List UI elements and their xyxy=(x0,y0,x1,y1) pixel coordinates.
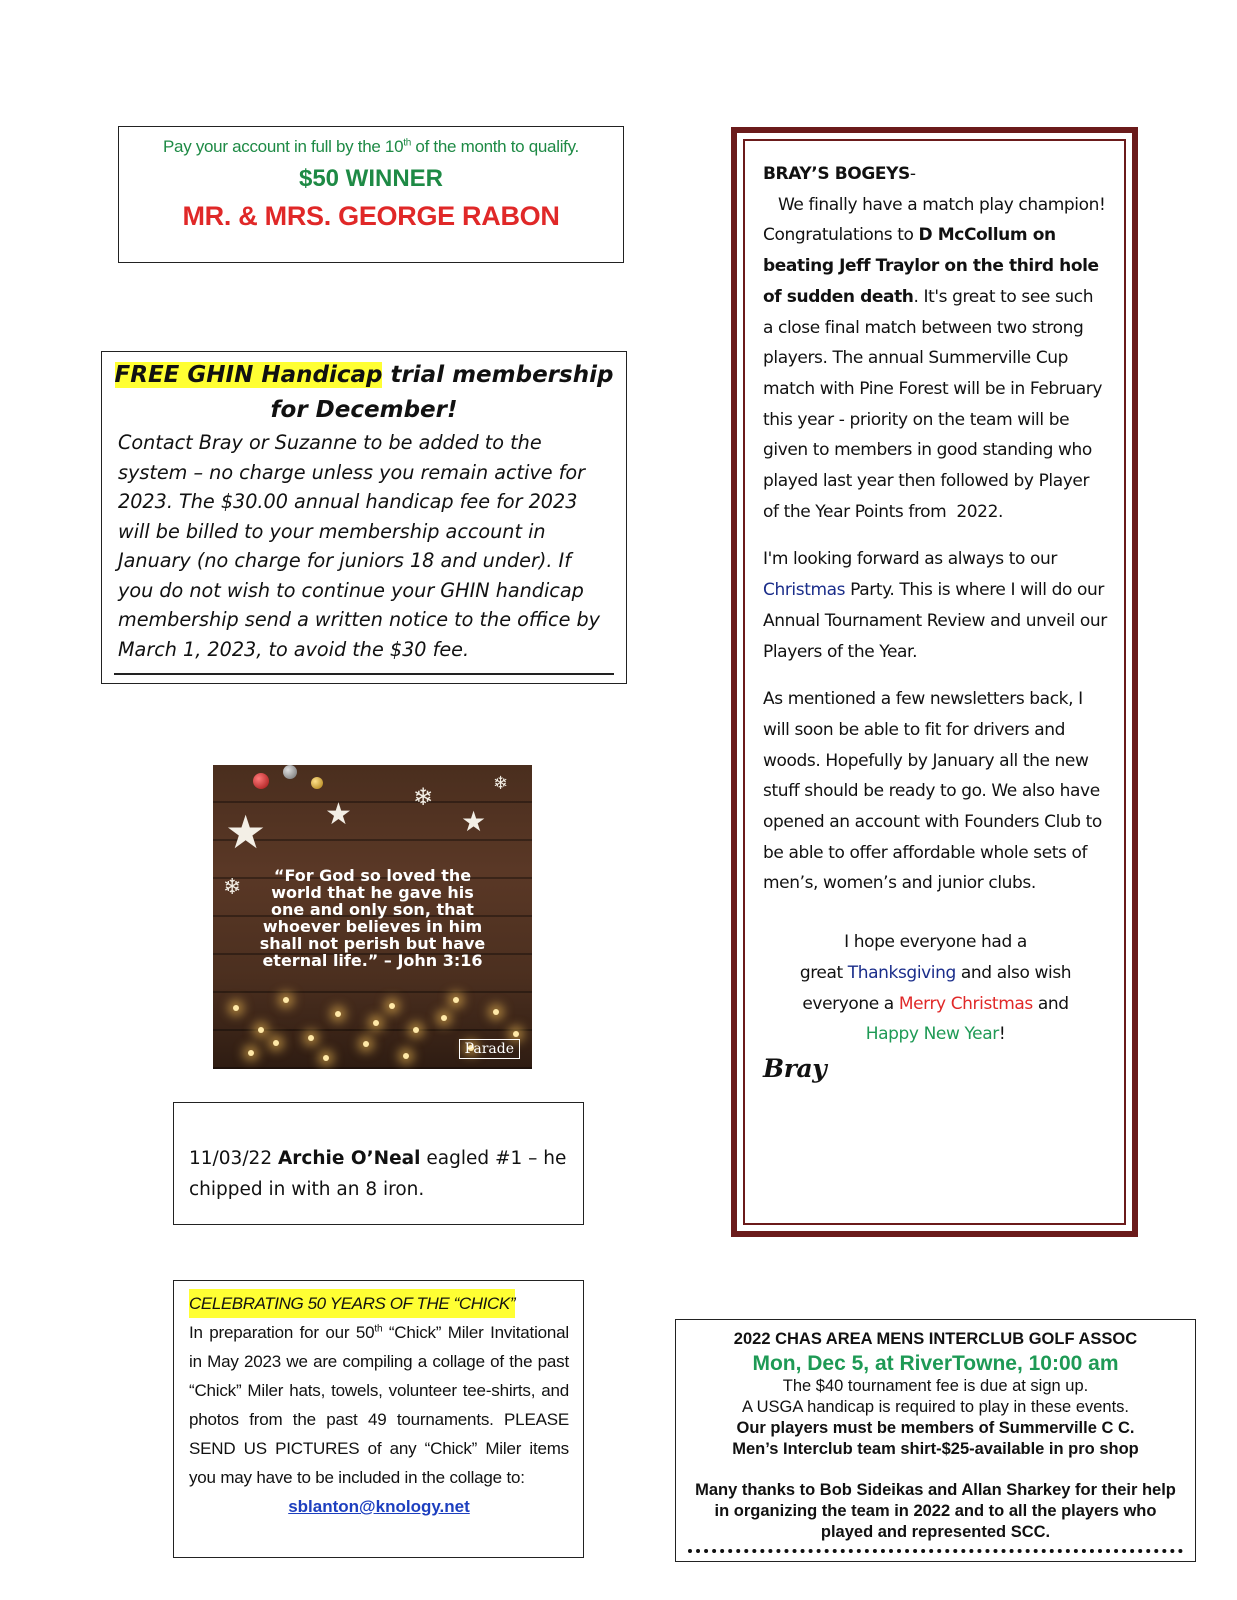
ghin-title xyxy=(102,358,626,428)
spacer xyxy=(676,1460,1195,1480)
interclub-box xyxy=(675,1319,1196,1562)
light-bulb-icon xyxy=(493,1009,499,1015)
light-bulb-icon xyxy=(373,1020,379,1026)
chick-paragraph xyxy=(189,1318,569,1492)
snowflake-icon: ❄ xyxy=(413,783,434,811)
bray-signature: Bray xyxy=(763,1053,827,1083)
bray-heading-text: BRAY’S BOGEYS xyxy=(763,164,910,184)
light-bulb-icon xyxy=(453,997,459,1003)
winner-name: MR. & MRS. GEORGE RABON xyxy=(182,201,560,231)
chick-title: CELEBRATING 50 YEARS OF THE “CHICK” xyxy=(189,1289,515,1318)
chick-p-sup: th xyxy=(374,1323,383,1335)
closing-line-2 xyxy=(763,958,1108,989)
qualify-sup: th xyxy=(403,137,411,149)
light-bulb-icon xyxy=(403,1053,409,1059)
star-icon: ★ xyxy=(461,805,487,838)
p2-christmas: Christmas xyxy=(763,580,846,601)
quote-line: “For God so loved the xyxy=(273,866,472,885)
closing-line-4 xyxy=(763,1019,1108,1050)
quote-line: one and only son, that xyxy=(271,900,474,919)
c3-b: and xyxy=(1032,993,1069,1014)
bray-para-1 xyxy=(763,190,1121,528)
light-bulb-icon xyxy=(233,1005,239,1011)
light-bulb-icon xyxy=(441,1015,447,1021)
light-bulb-icon xyxy=(413,1027,419,1033)
ghin-box xyxy=(101,351,627,684)
star-icon: ★ xyxy=(225,805,267,859)
c4-happy: Happy New Year xyxy=(865,1024,999,1045)
light-bulb-icon xyxy=(258,1027,264,1033)
p1-a: We finally have a match play champion! Congratulations to xyxy=(763,194,1121,246)
c3-merry: Merry Christmas xyxy=(898,993,1033,1014)
qualify-post: of the month to qualify. xyxy=(411,137,579,156)
quote-line: shall not perish but have xyxy=(259,934,486,953)
ornament-icon xyxy=(253,773,269,789)
ghin-divider xyxy=(114,673,614,675)
ghin-title-line2: for December! xyxy=(270,397,458,423)
light-bulb-icon xyxy=(283,997,289,1003)
interclub-line: A USGA handicap is required to play in these events. xyxy=(741,1398,1130,1416)
c2-thanks: Thanksgiving xyxy=(847,962,956,983)
ornament-icon xyxy=(311,777,323,789)
quote-line: whoever believes in him xyxy=(262,917,483,936)
light-bulb-icon xyxy=(363,1041,369,1047)
winner-amount: $50 WINNER xyxy=(298,165,444,192)
light-bulb-icon xyxy=(248,1050,254,1056)
c2-a: great xyxy=(799,962,848,983)
verse-image xyxy=(213,765,532,1069)
archie-text xyxy=(189,1143,571,1205)
light-bulb-icon xyxy=(335,1011,341,1017)
snowflake-icon: ❄ xyxy=(493,773,509,794)
chick-p-post: “Chick” Miler Invitational in May 2023 we are compiling a collage of the past “Chick” Miler hats, towels, volunteer tee-shirts, and photos from the past 49 tournaments. PLEASE SEND US PICTURES of any “Chick” Miler items you may have to be included in the collage to: xyxy=(189,1323,569,1487)
interclub-line: Our players must be members of Summerville C C. xyxy=(736,1419,1135,1437)
archie-box xyxy=(173,1102,584,1225)
brays-bogeys-content xyxy=(763,159,1121,1085)
chick-p-pre: In preparation for our 50 xyxy=(189,1323,375,1342)
p2-a: I'm looking forward as always to our xyxy=(763,549,1057,570)
quote-line: eternal life.” – John 3:16 xyxy=(262,951,483,970)
archie-detail: eagled #1 – he chipped in with an 8 iron. xyxy=(189,1148,567,1200)
c2-b: and also wish xyxy=(955,962,1072,983)
p1-b: . It's great to see such a close final match between two strong players. The annual Summerville Cup match with Pine Forest will be in February this year - priority on the team will be given to members in good standing who played last year then followed by Player of the Year Points from 2022. xyxy=(763,286,1108,522)
star-icon: ★ xyxy=(325,797,352,832)
chick-box xyxy=(173,1280,584,1558)
dotted-divider xyxy=(688,1549,1183,1553)
snowflake-icon: ❄ xyxy=(223,875,242,900)
bray-heading-dash: - xyxy=(909,164,916,184)
ghin-title-highlight: FREE GHIN Handicap xyxy=(114,362,383,388)
p2-b: Party. This is where I will do our Annual Tournament Review and unveil our Players of the Year. xyxy=(763,580,1107,662)
light-bulb-icon xyxy=(273,1040,279,1046)
archie-name: Archie O’Neal xyxy=(277,1148,421,1169)
interclub-date: Mon, Dec 5, at RiverTowne, 10:00 am xyxy=(752,1352,1119,1375)
quote-line: world that he gave his xyxy=(271,883,474,902)
interclub-thanks: Many thanks to Bob Sideikas and Allan Sharkey for their help in organizing the team in 2022 and to all the players who played and represented SCC. xyxy=(695,1481,1176,1541)
light-bulb-icon xyxy=(389,1003,395,1009)
light-bulb-icon xyxy=(308,1035,314,1041)
p1-bold: D McCollum on beating Jeff Traylor on the third hole of sudden death xyxy=(763,225,1105,307)
interclub-line: The $40 tournament fee is due at sign up. xyxy=(782,1377,1089,1395)
light-bulb-icon xyxy=(513,1031,519,1037)
ghin-title-rest: trial membership xyxy=(382,362,614,388)
closing-line-1: I hope everyone had a xyxy=(844,932,1027,953)
bray-para-3: As mentioned a few newsletters back, I will soon be able to fit for drivers and woods. Hopefully by January all the new stuff should be ready to go. We also have opened an account with Founders Club to be able to offer affordable whole sets of men’s, women’s and junior clubs. xyxy=(763,689,1102,894)
ornament-icon xyxy=(283,765,297,779)
bray-closing xyxy=(763,927,1108,1050)
bray-heading xyxy=(763,159,1108,190)
interclub-title: 2022 CHAS AREA MENS INTERCLUB GOLF ASSOC xyxy=(733,1330,1138,1348)
qualify-text xyxy=(119,137,623,157)
verse-quote xyxy=(231,867,514,969)
chick-email-link[interactable]: sblanton@knology.net xyxy=(288,1497,470,1516)
interclub-line: Men’s Interclub team shirt-$25-available in pro shop xyxy=(732,1440,1139,1458)
bray-para-2 xyxy=(763,544,1108,667)
c4-b: ! xyxy=(998,1024,1006,1045)
archie-date: 11/03/22 xyxy=(189,1148,278,1169)
winner-box xyxy=(118,126,624,263)
parade-logo: Parade xyxy=(459,1039,520,1059)
c3-a: everyone a xyxy=(802,993,899,1014)
closing-line-3 xyxy=(763,989,1108,1020)
qualify-pre: Pay your account in full by the 10 xyxy=(163,137,404,156)
ghin-body: Contact Bray or Suzanne to be added to the system – no charge unless you remain active for 2023. The $30.00 annual handicap fee for 2023 will be billed to your membership account in January (no charge for juniors 18 and under). If you do not wish to continue your GHIN handicap membership send a written notice to the office by March 1, 2023, to avoid the $30 fee. xyxy=(118,431,601,661)
brays-bogeys-box xyxy=(731,127,1138,1237)
light-bulb-icon xyxy=(323,1055,329,1061)
